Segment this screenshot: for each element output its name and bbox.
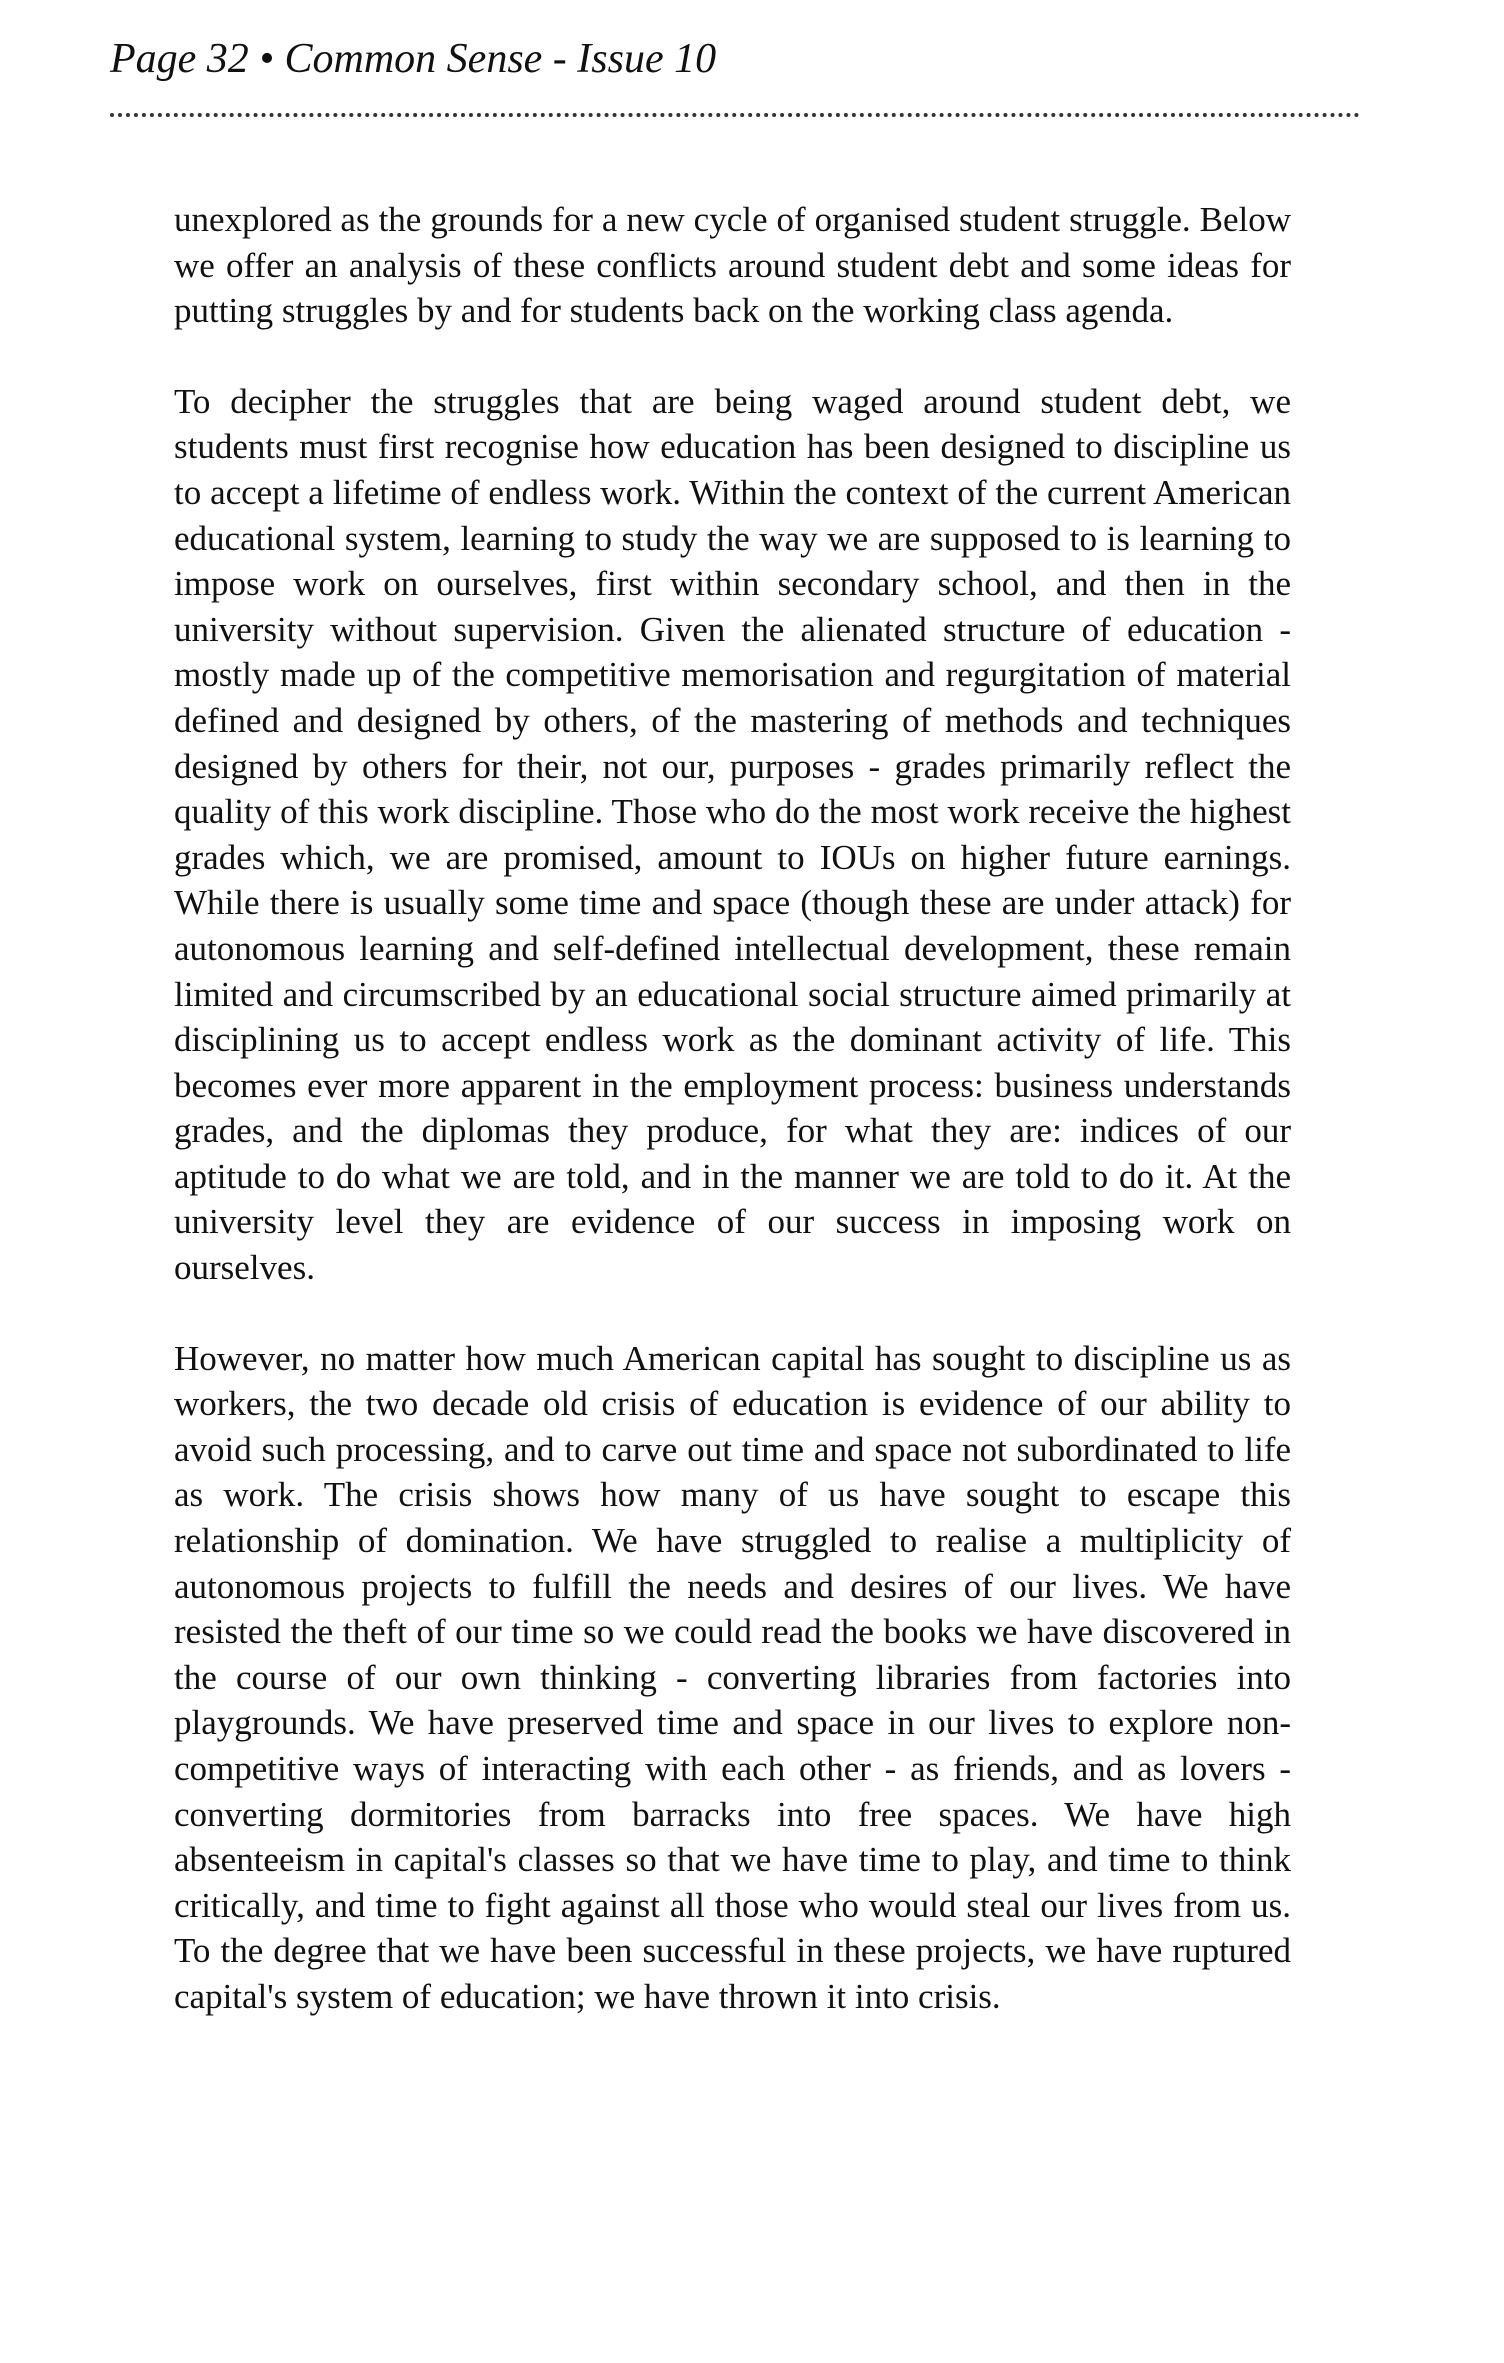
dotted-rule — [110, 113, 1360, 117]
paragraph-2: To decipher the struggles that are being waged around student debt, we students must first recognise how education has been designed to discipline us to accept a lifetime of endless work. Within the context of the current American educational system, learning to study the way we are supposed to is learning to impose work on ourselves, first within secondary school, and then in the university without supervision. Given the alienated structure of education - mostly made up of the competitive memorisation and regurgitation of material defined and designed by others, of the mastering of methods and techniques designed by others for their, not our, purposes - grades primarily reflect the quality of this work discipline. Those who do the most work receive the highest grades which, we are promised, amount to IOUs on higher future earnings. While there is usually some time and space (though these are under attack) for autonomous learning and self-defined intellectual development, these remain limited and circumscribed by an educational social structure aimed primarily at disciplining us to accept endless work as the dominant activity of life. This becomes ever more apparent in the employment process: business understands grades, and the diplomas they produce, for what they are: indices of our aptitude to do what we are told, and in the manner we are told to do it. At the university level they are evidence of our success in imposing work on ourselves. — [174, 381, 1291, 1288]
paragraph-3: However, no matter how much American capital has sought to discipline us as workers, the two decade old crisis of education is evidence of our ability to avoid such processing, and to carve out time and space not subordinated to life as work. The crisis shows how many of us have sought to escape this relationship of domination. We have struggled to realise a multiplicity of autonomous projects to fulfill the needs and desires of our lives. We have resisted the theft of our time so we could read the books we have discovered in the course of our own thinking - converting libraries from factories into playgrounds. We have preserved time and space in our lives to explore non-competitive ways of interacting with each other - as friends, and as lovers - converting dormitories from barracks into free spaces. We have high absenteeism in capital's classes so that we have time to play, and time to think critically, and time to fight against all those who would steal our lives from us. To the degree that we have been successful in these projects, we have ruptured capital's system of education; we have thrown it into crisis. — [174, 1338, 1291, 2016]
article-body — [174, 197, 1291, 2020]
paragraph-1: unexplored as the grounds for a new cycle of organised student struggle. Below we offer an analysis of these conflicts around student debt and some ideas for putting struggles by and for students back on the working class agenda. — [174, 200, 1291, 331]
running-header: Page 32 • Common Sense - Issue 10 — [110, 36, 717, 82]
